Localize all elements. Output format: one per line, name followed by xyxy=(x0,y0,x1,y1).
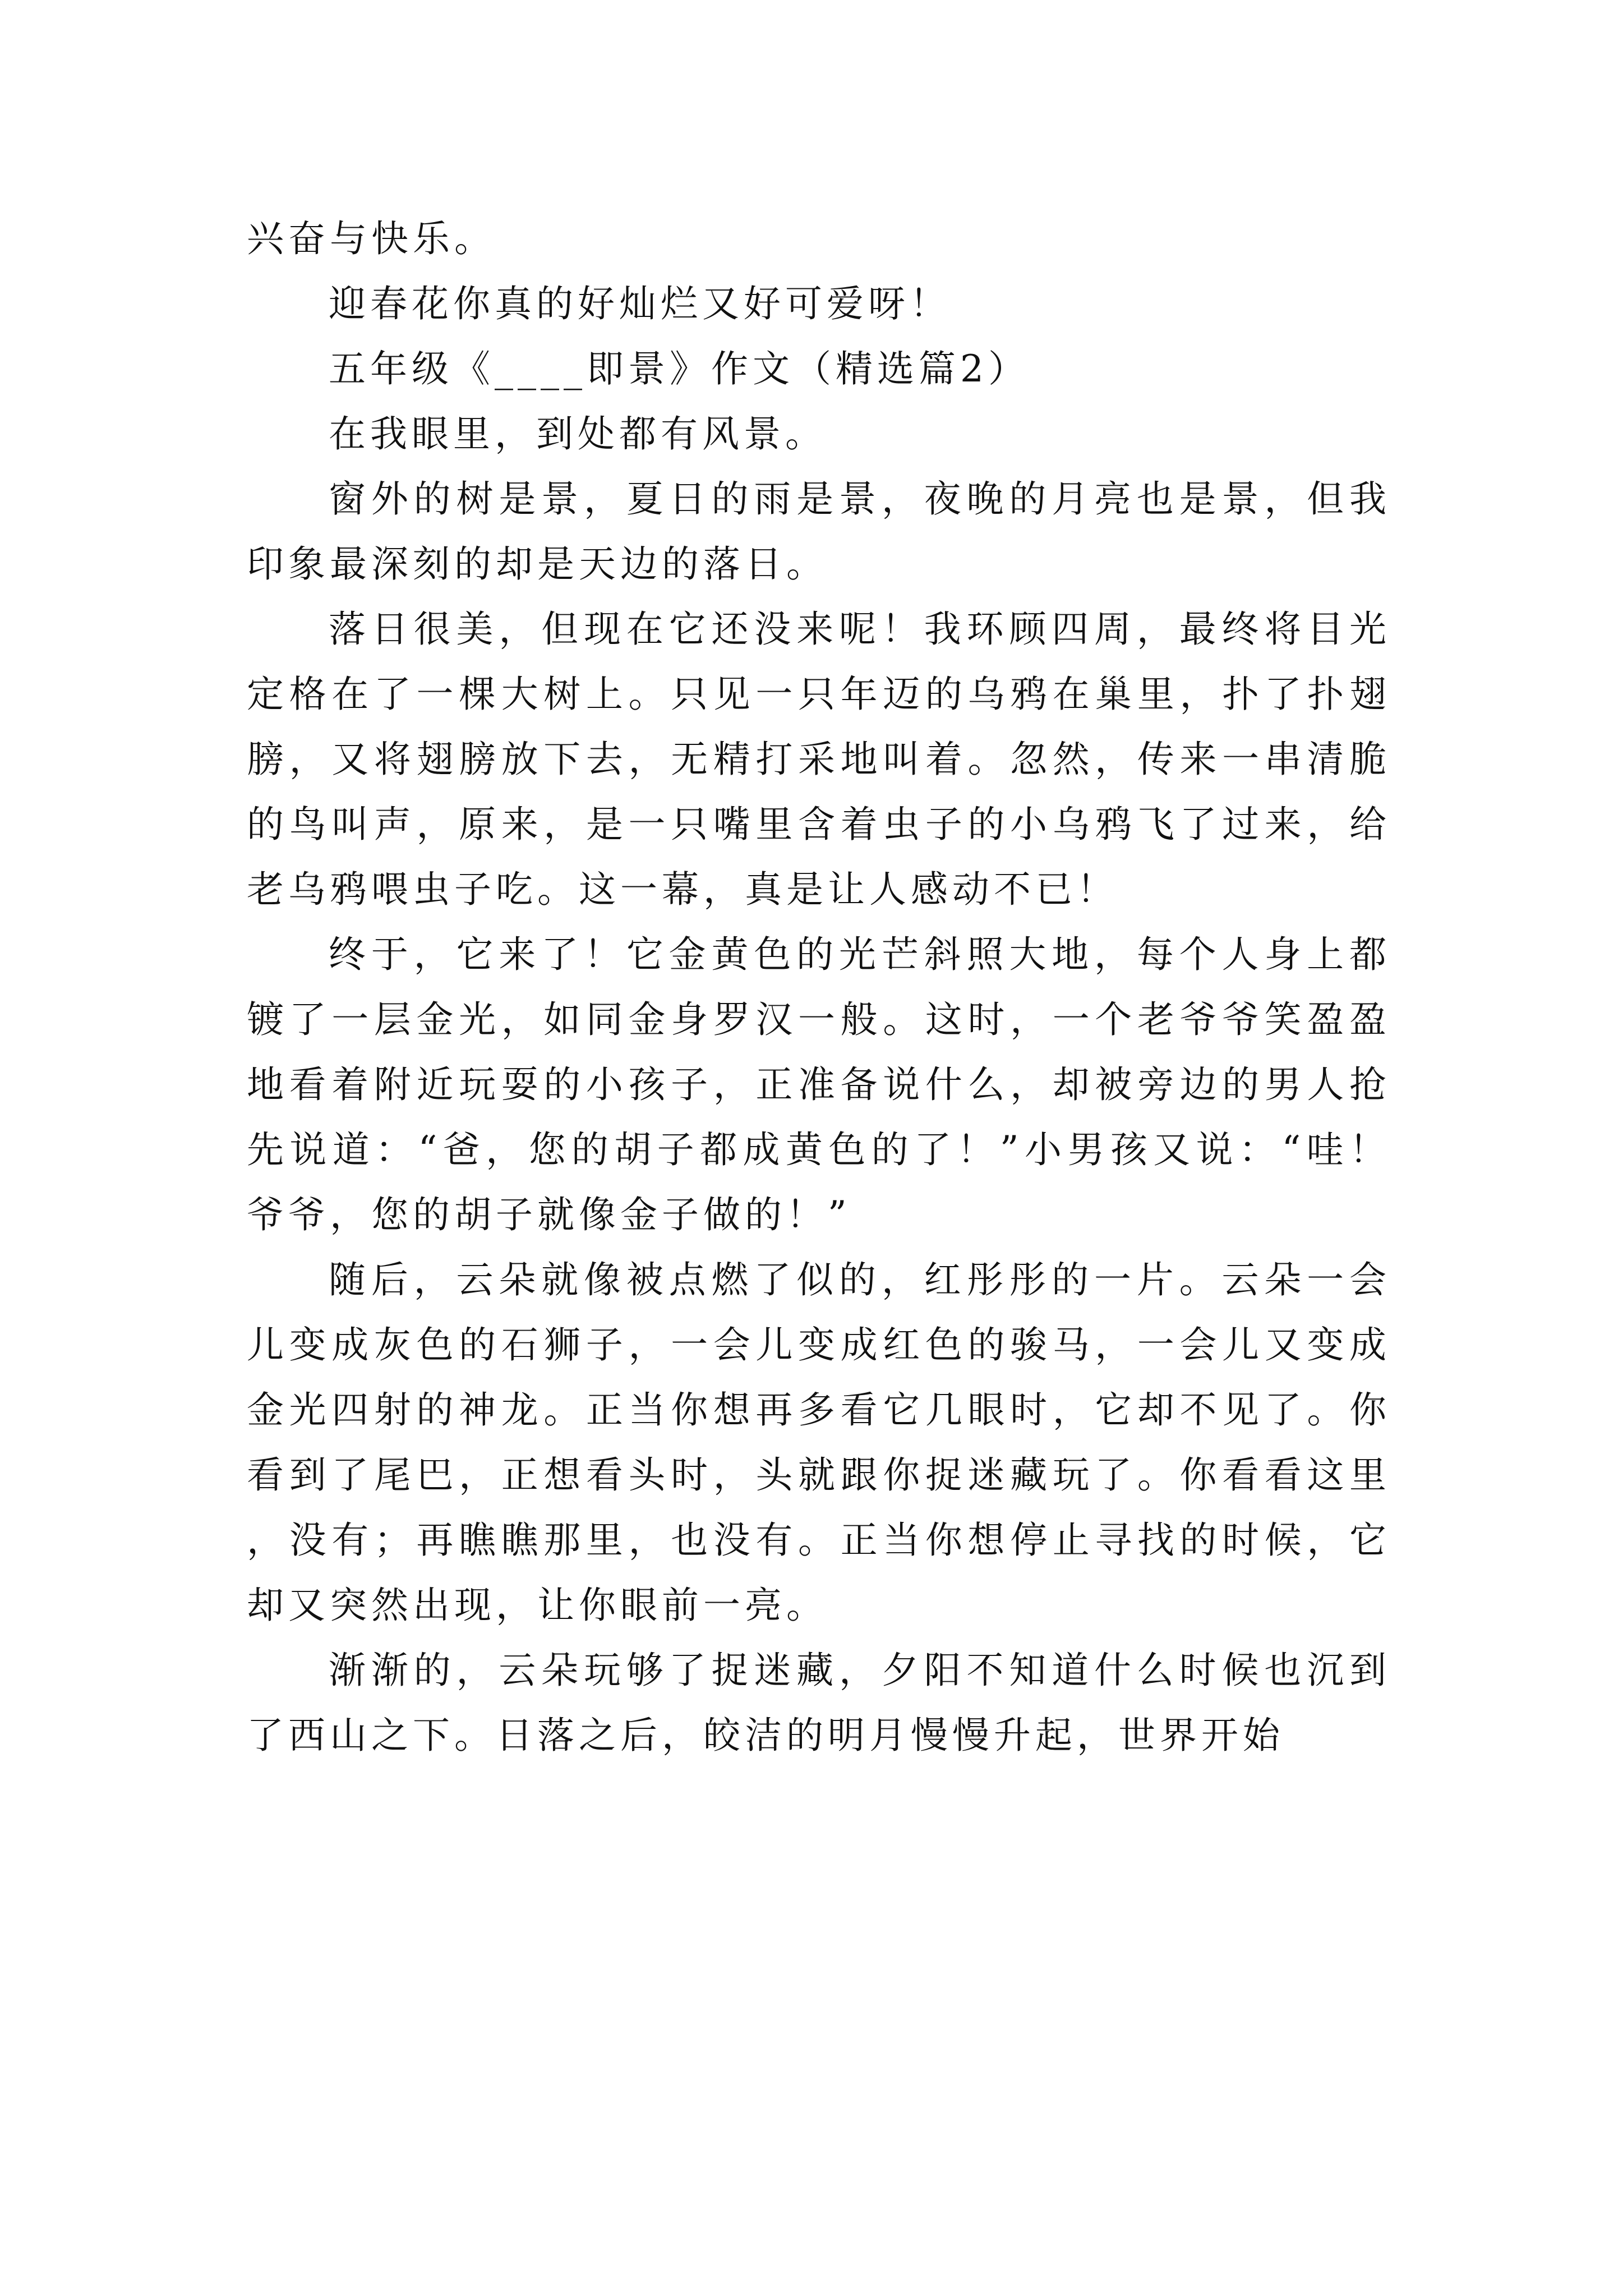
paragraph: 终于，它来了！它金黄色的光芒斜照大地，每个人身上都镀了一层金光，如同金身罗汉一般。这时，一个老爷爷笑盈盈地看着附近玩耍的小孩子，正准备说什么，却被旁边的男人抢先说道：“爸，您的胡子都成黄色的了！”小男孩又说：“哇！爷爷，您的胡子就像金子做的！” xyxy=(247,933,1391,1236)
paragraph: 落日很美，但现在它还没来呢！我环顾四周，最终将目光定格在了一棵大树上。只见一只年迈的乌鸦在巢里，扑了扑翅膀，又将翅膀放下去，无精打采地叫着。忽然，传来一串清脆的鸟叫声，原来，是一只嘴里含着虫子的小乌鸦飞了过来，给老乌鸦喂虫子吃。这一幕，真是让人感动不已！ xyxy=(247,608,1391,911)
paragraph: 迎春花你真的好灿烂又好可爱呀！ xyxy=(329,282,951,325)
document-body xyxy=(247,206,1391,1768)
essay-title: 五年级《____即景》作文（精选篇2） xyxy=(329,347,1030,390)
paragraph: 随后，云朵就像被点燃了似的，红彤彤的一片。云朵一会儿变成灰色的石狮子，一会儿变成红色的骏马，一会儿又变成金光四射的神龙。正当你想再多看它几眼时，它却不见了。你看到了尾巴，正想看头时，头就跟你捉迷藏玩了。你看看这里，没有；再瞧瞧那里，也没有。正当你想停止寻找的时候，它却又突然出现，让你眼前一亮。 xyxy=(247,1258,1391,1627)
paragraph: 窗外的树是景，夏日的雨是景，夜晚的月亮也是景，但我印象最深刻的却是天边的落日。 xyxy=(247,477,1391,586)
paragraph: 在我眼里，到处都有风景。 xyxy=(329,412,827,455)
paragraph-continuation: 兴奋与快乐。 xyxy=(247,217,496,260)
paragraph: 渐渐的，云朵玩够了捉迷藏，夕阳不知道什么时候也沉到了西山之下。日落之后，皎洁的明月慢慢升起，世界开始 xyxy=(247,1649,1391,1757)
